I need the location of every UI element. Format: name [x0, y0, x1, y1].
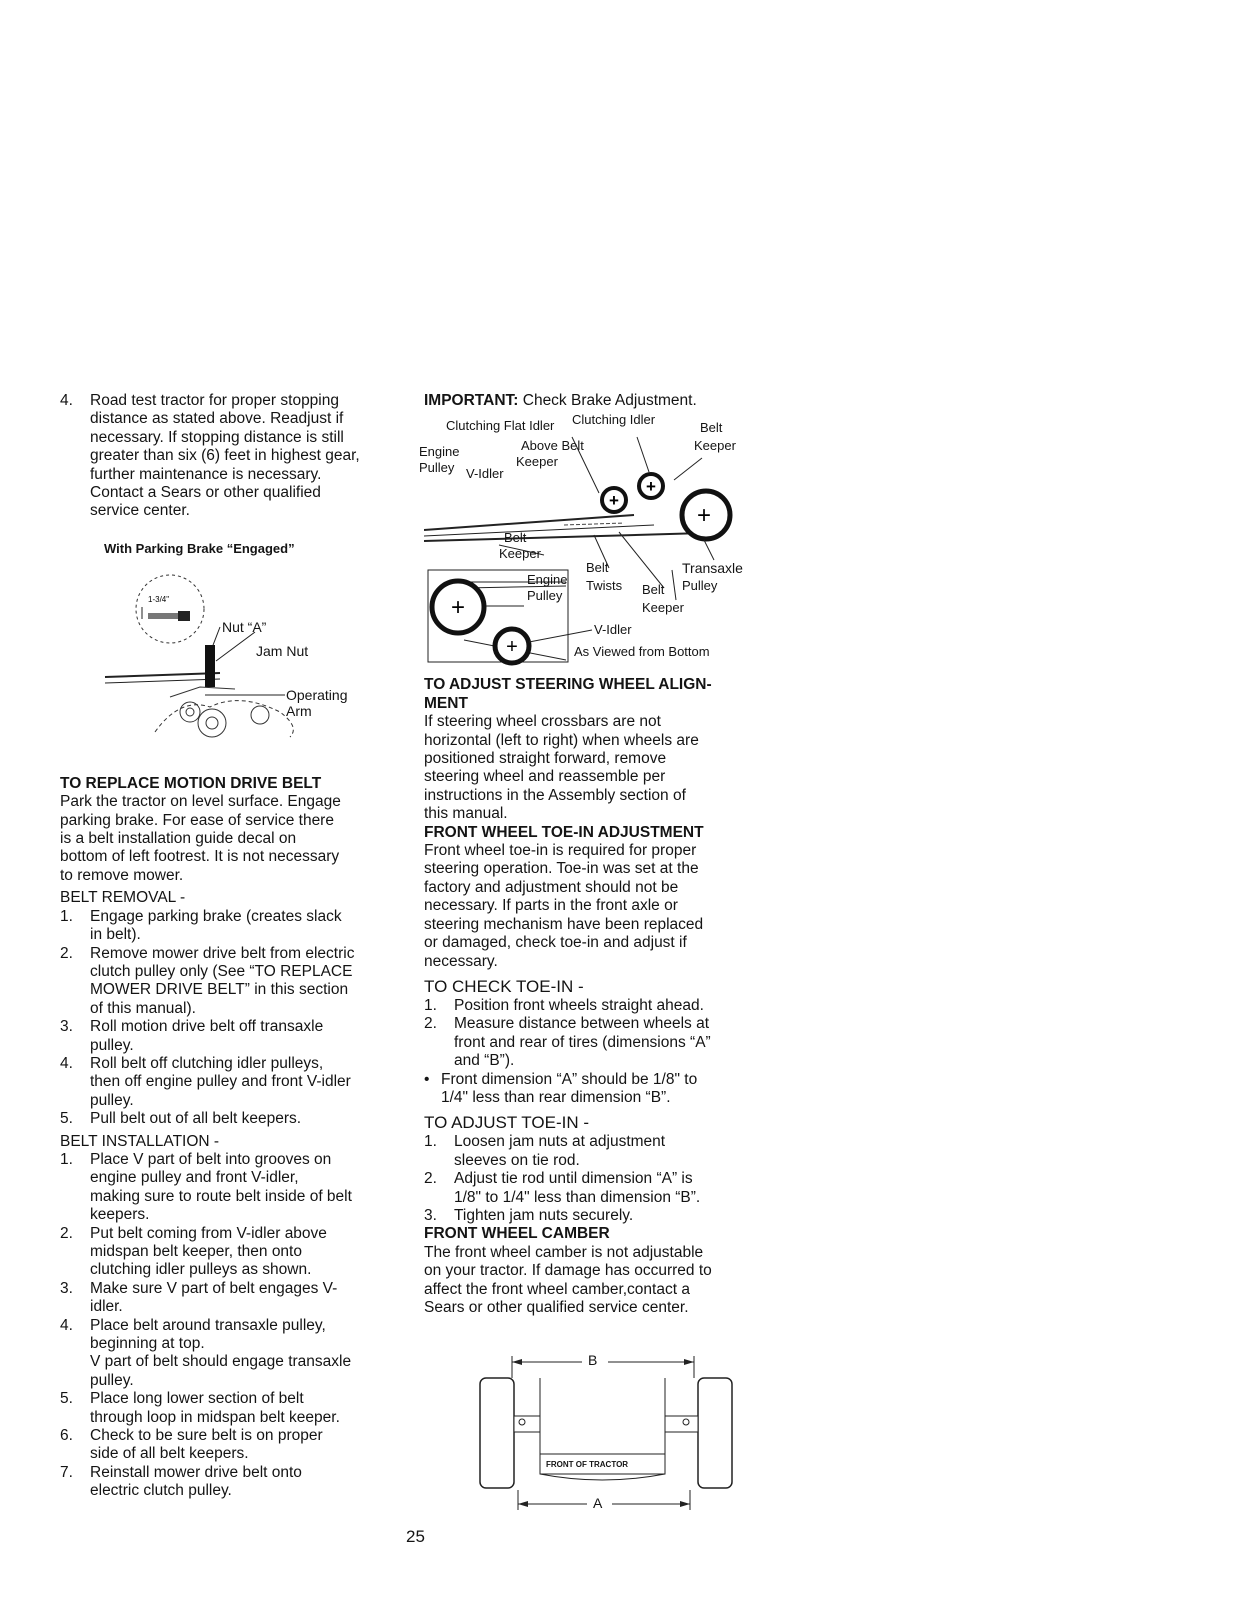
dimension-a-label: A: [593, 1495, 603, 1511]
belt-keeper-right-label-1: Belt: [642, 582, 665, 598]
toe-in-wheel-figure: [472, 1350, 742, 1530]
clutching-idler-label: Clutching Idler: [572, 412, 656, 428]
steering-heading-line-2: MENT: [424, 694, 468, 712]
operating-label: Operating: [286, 686, 348, 703]
install-step: 2. Put belt coming from V-idler above midspan belt keeper, then onto clutching idler pulleys as shown.: [60, 1224, 327, 1279]
important-label: IMPORTANT:: [424, 392, 519, 409]
viewed-from-bottom-label: As Viewed from Bottom: [574, 644, 710, 660]
adjust-toe-in-heading: TO ADJUST TOE-IN -: [424, 1113, 589, 1133]
inset-engine-label-1: Engine: [527, 572, 568, 588]
toe-in-wheel-illustration: [472, 1350, 742, 1530]
left-column: [60, 392, 405, 1501]
brake-figure-caption: With Parking Brake “Engaged”: [104, 540, 295, 556]
removal-step: 4. Roll belt off clutching idler pulleys, then off engine pulley and front V-idler pulley.: [60, 1054, 351, 1109]
adjust-toe-in-section: TO ADJUST TOE-IN - 1. Loosen jam nuts at adjustment sleeves on tie rod. 2. Adjust tie rod until dimension “A” is 1/8" to 1/4" less than dimension “B”. 3. Tighten jam nuts securely.: [424, 1112, 769, 1225]
front-of-tractor-label: FRONT OF TRACTOR: [546, 1460, 629, 1469]
svg-text:+: +: [646, 477, 656, 497]
important-note: [424, 392, 769, 410]
check-toe-in-section: TO CHECK TOE-IN - 1. Position front wheels straight ahead. 2. Measure distance between wheels at front and rear of tires (dimensions “A” and “B”). • Front dimension “A” should be 1/8" to 1/4" less than rear dimension “B”.: [424, 976, 769, 1107]
install-step: 1. Place V part of belt into grooves on engine pulley and front V-idler, making sure to route belt inside of belt keepers.: [60, 1150, 352, 1224]
belt-twists-label-1: Belt: [586, 560, 609, 576]
jam-nut-label: Jam Nut: [256, 642, 309, 659]
removal-step: 1. Engage parking brake (creates slack in belt).: [60, 907, 342, 944]
step-4-road-test: 4. Road test tractor for proper stopping distance as stated above. Readjust if necessary. If stopping distance is still greater than six (6) feet in highest gear, further maintenance is necessary. Contact a Sears or other qualified service center.: [60, 392, 360, 520]
nut-a-label: Nut “A”: [222, 618, 267, 635]
removal-step: 3. Roll motion drive belt off transaxle pulley.: [60, 1018, 324, 1054]
engine-pulley-label-1: Engine: [419, 444, 460, 460]
svg-text:+: +: [450, 594, 466, 622]
motion-belt-heading: TO REPLACE MOTION DRIVE BELT: [60, 774, 322, 792]
belt-twists-label-2: Twists: [586, 578, 623, 594]
important-text: Check Brake Adjustment.: [522, 392, 697, 409]
belt-routing-figure: [419, 410, 769, 672]
removal-step: 5. Pull belt out of all belt keepers.: [60, 1110, 302, 1128]
camber-section: FRONT WHEEL CAMBER The front wheel camber is not adjustable on your tractor. If damage has occurred to affect the front wheel camber,contact a Sears or other qualified service center.: [424, 1225, 769, 1317]
dimension-b-label: B: [588, 1352, 598, 1368]
belt-keeper-mid-label-1: Belt: [504, 530, 527, 546]
bullet-icon: •: [424, 1070, 430, 1088]
removal-step: 2. Remove mower drive belt from electric clutch pulley only (See “TO REPLACE MOWER DRIVE BELT” in this section of this manual).: [60, 944, 355, 1017]
motion-belt-section: TO REPLACE MOTION DRIVE BELT Park the tractor on level surface. Engage parking brake. For ease of service there is a belt installation guide decal on bottom of left footrest. It is not necessary to remove mower. BELT REMOVAL - 1. Engage parking brake (creates slack in belt). 2. Remove mower drive belt from electric clutch pulley only (See “TO REPLACE MOWER DRIVE BELT” in this section of this manual). 3. Roll motion drive belt off transaxle pulley. 4. Roll belt off clutching idler pulleys, then off engine pulley and front V-idler pulley. 5. Pull belt out of all belt keepers. BELT INSTALLATION - 1. Place V part of belt into grooves on engine pulley and front V-idler, making sure to route belt inside of belt keepers. 2. Put belt coming from V-idler above midspan belt keeper, then onto clutching idler pulleys as shown. 3. Make sure V part of belt engages V- idler. 4. Place belt around transaxle pulley, beginning at top. V part of belt should engage transaxle pulley. 5. Place long lower section of belt through loop in midspan belt keeper. 6. Check to be sure belt is on proper side of all belt keepers. 7. Reinstall mower drive belt onto electric clutch pulley.: [60, 775, 405, 1501]
inset-v-idler-label: V-Idler: [594, 622, 632, 638]
inset-engine-label-2: Pulley: [527, 588, 563, 604]
engine-pulley-label-2: Pulley: [419, 460, 455, 476]
toe-in-section: FRONT WHEEL TOE-IN ADJUSTMENT Front wheel toe-in is required for proper steering operation. Toe-in was set at the factory and adjustment should not be necessary. If parts in the front axle or steering mechanism have been replaced or damaged, check toe-in and adjust if necessary.: [424, 824, 769, 971]
belt-keeper-top-label-1: Belt: [700, 420, 723, 436]
svg-text:+: +: [696, 502, 712, 530]
svg-text:+: +: [506, 636, 518, 659]
transaxle-pulley-label-1: Transaxle: [682, 560, 743, 577]
camber-heading: FRONT WHEEL CAMBER: [424, 1225, 610, 1243]
install-step: 7. Reinstall mower drive belt onto electric clutch pulley.: [60, 1463, 302, 1500]
belt-installation-heading: BELT INSTALLATION -: [60, 1132, 220, 1150]
parking-brake-illustration: [60, 527, 405, 775]
brake-dimension-label: 1-3/4": [148, 594, 170, 604]
install-step: 6. Check to be sure belt is on proper side of all belt keepers.: [60, 1427, 323, 1463]
install-step: 4. Place belt around transaxle pulley, beginning at top. V part of belt should engage transaxle pulley.: [60, 1316, 352, 1389]
install-step: 5. Place long lower section of belt through loop in midspan belt keeper.: [60, 1390, 340, 1426]
belt-removal-heading: BELT REMOVAL -: [60, 889, 186, 907]
check-toe-in-heading: TO CHECK TOE-IN -: [424, 976, 584, 996]
belt-keeper-top-label-2: Keeper: [694, 438, 736, 454]
transaxle-pulley-label-2: Pulley: [682, 578, 718, 594]
arm-label: Arm: [286, 702, 312, 719]
clutching-flat-idler-label: Clutching Flat Idler: [446, 418, 555, 434]
above-belt-label-1: Above Belt: [521, 438, 584, 454]
svg-text:+: +: [609, 491, 619, 511]
parking-brake-figure: [60, 527, 405, 775]
page-number: 25: [406, 1527, 425, 1546]
above-belt-label-2: Keeper: [516, 454, 558, 470]
v-idler-top-label: V-Idler: [466, 466, 504, 482]
install-step: 3. Make sure V part of belt engages V- idler.: [60, 1279, 338, 1316]
belt-keeper-right-label-2: Keeper: [642, 600, 684, 616]
steering-section: TO ADJUST STEERING WHEEL ALIGN- MENT If steering wheel crossbars are not horizontal (left to right) when wheels are positioned straight forward, remove steering wheel and reassemble per instructions in the Assembly section of this manual.: [424, 676, 769, 823]
toe-in-heading: FRONT WHEEL TOE-IN ADJUSTMENT: [424, 823, 704, 841]
steering-heading-line-1: TO ADJUST STEERING WHEEL ALIGN-: [424, 676, 712, 694]
belt-keeper-mid-label-2: Keeper: [499, 546, 541, 562]
right-column: [419, 392, 769, 1317]
